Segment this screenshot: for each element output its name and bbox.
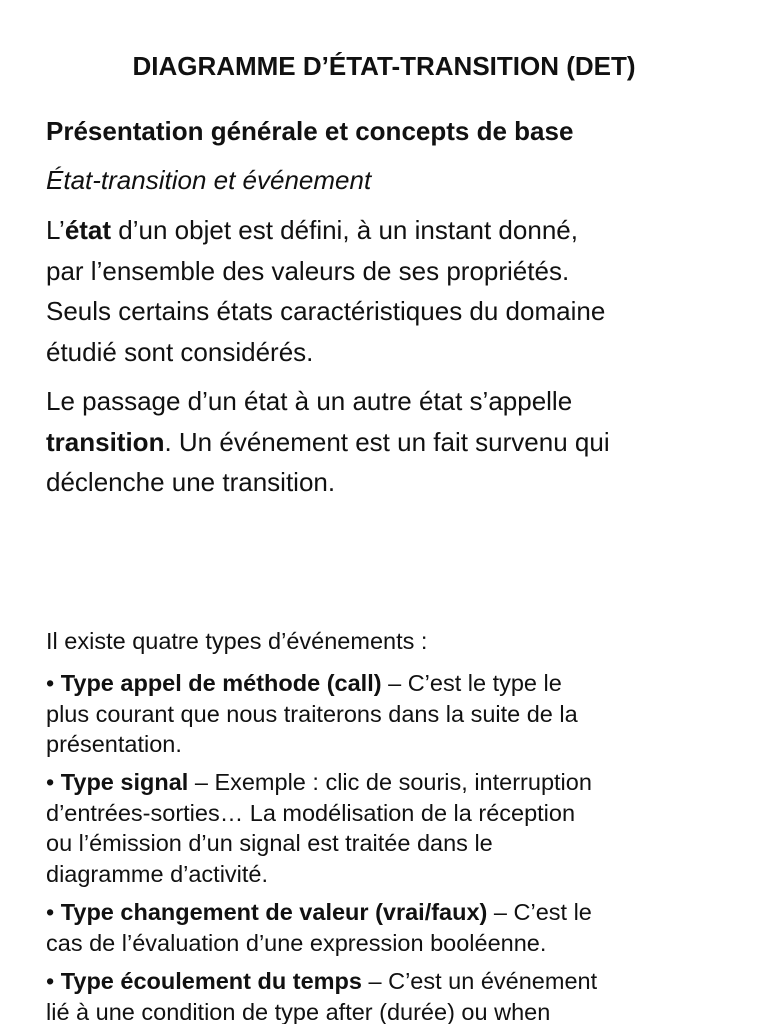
term-etat: état xyxy=(64,215,112,245)
bullet-term: Type appel de méthode (call) xyxy=(60,670,382,696)
bullet-line: diagramme d’activité. xyxy=(46,860,269,887)
bullet-item-time xyxy=(46,966,746,1024)
text-run: – C’est le type le xyxy=(381,670,562,696)
bullet-line: d’entrées-sorties… La modélisation de la réception xyxy=(46,799,576,826)
section-subtitle: Présentation générale et concepts de base xyxy=(46,116,574,146)
section-heading: État-transition et événement xyxy=(46,165,372,195)
paragraph-line: Le passage d’un état à un autre état s’appelle xyxy=(46,386,573,416)
bullet-marker: • xyxy=(46,670,61,696)
bullet-marker: • xyxy=(46,769,61,795)
bullet-marker: • xyxy=(46,968,61,994)
term-transition: transition xyxy=(46,426,165,457)
bullet-item-call xyxy=(46,668,746,760)
bullet-term: Type changement de valeur (vrai/faux) xyxy=(60,899,488,925)
bullet-marker: • xyxy=(46,899,61,925)
bullet-line: ou l’émission d’un signal est traitée dans le xyxy=(46,830,493,856)
bullet-item-value-change xyxy=(46,897,746,958)
transition-paragraph xyxy=(46,381,746,503)
text-run: – C’est le xyxy=(487,899,592,925)
bullet-line: plus courant que nous traiterons dans la suite de la xyxy=(46,700,578,727)
bullet-line xyxy=(46,767,746,798)
paragraph-line: déclenche une transition. xyxy=(46,467,336,497)
bullet-line xyxy=(46,897,746,928)
paragraph-line xyxy=(46,422,746,463)
bullet-line: présentation. xyxy=(46,731,182,757)
page-title: DIAGRAMME D’ÉTAT-TRANSITION (DET) xyxy=(132,51,636,81)
bullet-line: cas de l’évaluation d’une expression booléenne. xyxy=(46,929,547,956)
bullet-term: Type signal xyxy=(60,769,189,795)
text-run: . Un événement est un fait survenu qui xyxy=(164,426,610,457)
bullet-term: Type écoulement du temps xyxy=(60,968,362,994)
paragraph-line xyxy=(46,210,746,251)
event-types-intro xyxy=(46,626,746,657)
paragraph-line: étudié sont considérés. xyxy=(46,336,314,367)
paragraph-line: Seuls certains états caractéristiques du domaine xyxy=(46,296,606,326)
text-run: L’ xyxy=(46,215,65,245)
bullet-line xyxy=(46,668,746,699)
paragraph-line: par l’ensemble des valeurs de ses propriétés. xyxy=(46,255,570,286)
text-run: d’un objet est défini, à un instant donné, xyxy=(111,215,578,245)
text-run: – C’est un événement xyxy=(361,968,598,994)
intro-line: Il existe quatre types d’événements : xyxy=(46,628,428,654)
definition-paragraph xyxy=(46,210,746,372)
bullet-item-signal xyxy=(46,767,746,889)
bullet-line xyxy=(46,966,746,997)
bullet-line: lié à une condition de type after (durée) ou when xyxy=(46,998,551,1024)
text-run: – Exemple : clic de souris, interruption xyxy=(188,769,592,795)
